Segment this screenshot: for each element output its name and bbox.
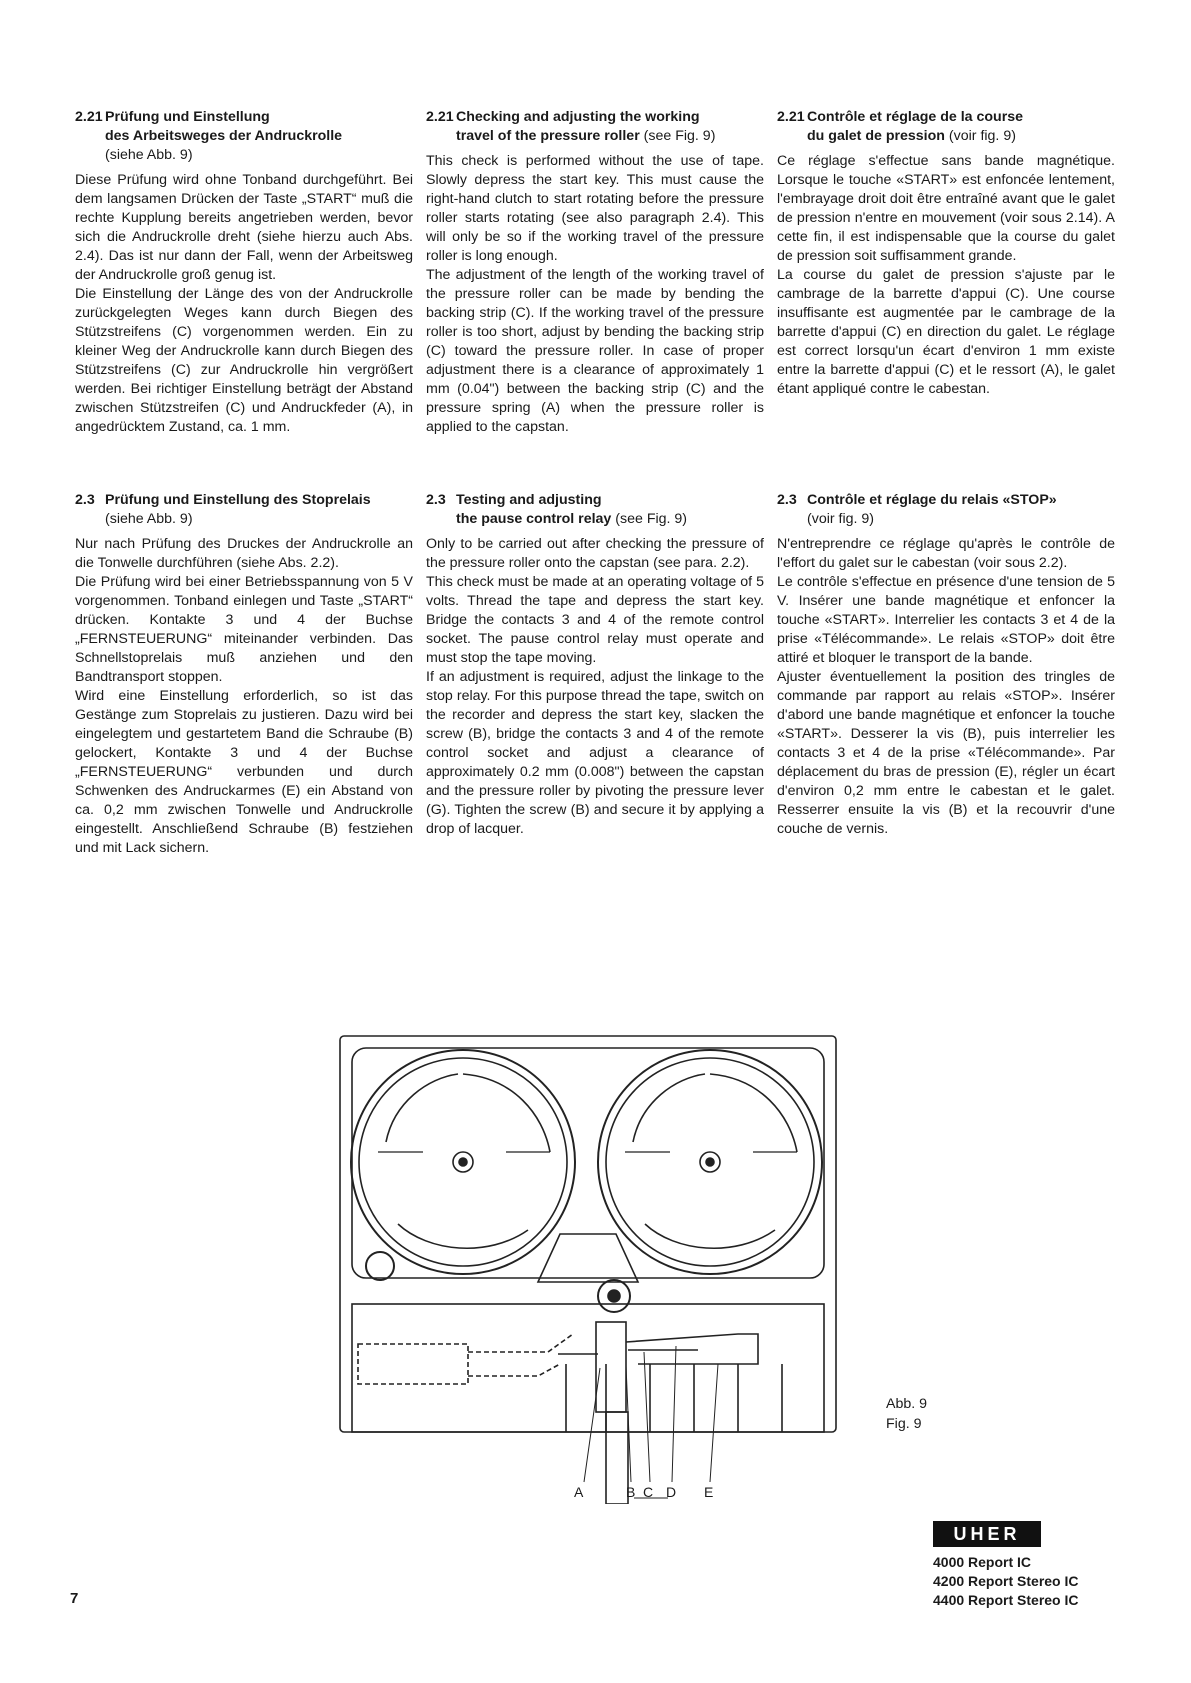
paragraph: La course du galet de pression s'ajuste par le cambrage de la barrette d'appui (C). Une course insuffisante est augmentée par le cambrage de la barrette d'appui (C) en direction du galet. Le réglage est correct lorsqu'un écart d'environ 1 mm existe entre la barrette d'appui (C) et le ressort (A), le galet étant appliqué contre le cabestan.	[777, 267, 1115, 397]
label-b: B	[626, 1484, 636, 1500]
paragraph: Nur nach Prüfung des Druckes der Andruckrolle an die Tonwelle durchführen (siehe Abs. 2.2).	[75, 536, 413, 571]
french-section-2-3	[777, 491, 1115, 839]
section-number: 2.21	[426, 109, 454, 125]
english-section-2-3	[426, 491, 764, 839]
paragraph: N'entreprendre ce réglage qu'après le contrôle de l'effort du galet sur le cabestan (voir sous 2.2).	[777, 536, 1115, 571]
model-item: 4200 Report Stereo IC	[933, 1573, 1079, 1589]
model-item: 4400 Report Stereo IC	[933, 1592, 1079, 1608]
paragraph: Only to be carried out after checking the pressure of the pressure roller onto the capstan (see para. 2.2).	[426, 536, 764, 571]
label-e: E	[704, 1484, 714, 1500]
counter-knob	[366, 1252, 394, 1280]
uher-logo: UHER	[933, 1521, 1041, 1547]
left-reel	[351, 1050, 575, 1274]
paragraph: The adjustment of the length of the working travel of the pressure roller can be made by bending the backing strip (C). If the working travel of the pressure roller is too short, adjust by bending the backing strip (C) toward the pressure roller. In case of proper adjustment there is a clearance of approximately 1 mm (0.04") between the backing strip (C) and the pressure spring (A) when the pressure roller is applied to the capstan.	[426, 267, 764, 435]
section-number: 2.3	[75, 492, 95, 508]
paragraph: This check is performed without the use of tape. Slowly depress the start key. This must cause the right-hand clutch to start rotating before the pressure roller starts rotating (see also paragraph 2.4). This will only be so if the working travel of the pressure roller is long enough.	[426, 153, 764, 264]
pressure-lever	[596, 1322, 626, 1412]
backing-strip	[626, 1334, 758, 1364]
paragraph: If an adjustment is required, adjust the linkage to the stop relay. For this purpose thread the tape, switch on the recorder and depress the start key, slacken the screw (B), bridge the contacts 3 and 4 of the remote control socket and adjust a clearance of approximately 0.2 mm (0.008") between the capstan and the pressure roller by pivoting the pressure lever (G). Tighten the screw (B) and secure it by applying a drop of lacquer.	[426, 669, 764, 837]
french-section-2-21	[777, 108, 1115, 399]
section-title-line2: the pause control relay	[456, 511, 612, 527]
paragraph: Ajuster éventuellement la position des tringles de commande par rapport au relais «STOP». Insérer d'abord une bande magnétique et enfoncer la touche «START». Desserer la vis (B), puis interrelier les contacts 3 et 4 de la prise «Télécommande». Par déplacement du bras de pression (E), régler un écart d'environ 0,2 mm entre le cabestan et le galet. Resserrer ensuite la vis (B) et la recouvrir d'une couche de vernis.	[777, 669, 1115, 837]
figure-reference: (siehe Abb. 9)	[105, 147, 193, 163]
section-title: Prüfung und Einstellung	[105, 109, 270, 125]
paragraph: Die Prüfung wird bei einer Betriebsspannung von 5 V vorgenommen. Tonband einlegen und Taste „START“ drücken. Kontakte 3 und 4 der Buchse „FERNSTEUERUNG“ miteinander verbinden. Das Schnellstoprelais muß anziehen und den Bandtransport stoppen.	[75, 574, 413, 685]
relay-outline	[358, 1344, 468, 1384]
figure-reference: (voir fig. 9)	[807, 511, 875, 527]
model-list	[933, 1553, 1079, 1610]
head-cover	[538, 1234, 638, 1282]
tape-recorder-diagram	[338, 1034, 838, 1504]
deck-panel	[352, 1048, 824, 1278]
figure-caption	[886, 1394, 927, 1434]
caption-german: Abb. 9	[886, 1396, 928, 1412]
label-c: C	[643, 1484, 654, 1500]
section-title-line2: des Arbeitsweges der Andruckrolle	[105, 128, 343, 144]
english-section-2-21	[426, 108, 764, 437]
section-number: 2.21	[777, 109, 805, 125]
paragraph: Ce réglage s'effectue sans bande magnétique. Lorsque le touche «START» est enfoncée lentement, l'embrayage droit doit être entraîné avant que le galet de pression n'entre en mouvement (voir sous 2.14). A cette fin, il est indispensable que la course du galet de pression soit suffisamment grande.	[777, 153, 1115, 264]
section-title: Prüfung und Einstellung des Stoprelais	[105, 492, 371, 508]
paragraph: Diese Prüfung wird ohne Tonband durchgeführt. Bei dem langsamen Drücken der Taste „START“ muß die rechte Kupplung bereits angetrieben werden, bevor sich die Andruckrolle dreht (siehe hierzu auch Abs. 2.4). Das ist nur dann der Fall, wenn der Arbeitsweg der Andruckrolle groß genug ist.	[75, 172, 413, 283]
paragraph: This check must be made at an operating voltage of 5 volts. Thread the tape and depress the start key. Bridge the contacts 3 and 4 of the remote control socket. The pause control relay must operate and must stop the tape moving.	[426, 574, 764, 666]
figure-reference: (siehe Abb. 9)	[105, 511, 193, 527]
model-item: 4000 Report IC	[933, 1554, 1032, 1570]
section-number: 2.21	[75, 109, 103, 125]
figure-reference: (see Fig. 9)	[615, 511, 688, 527]
paragraph: Le contrôle s'effectue en présence d'une tension de 5 V. Insérer une bande magnétique et enfoncer la touche «START». Interrelier les contacts 3 et 4 de la prise «Télécommande». Le relais «STOP» doit être attiré et bloquer le transport de la bande.	[777, 574, 1115, 666]
section-title: Contrôle et réglage du relais «STOP»	[807, 492, 1057, 508]
section-title: Testing and adjusting	[456, 492, 602, 508]
mechanism-area	[352, 1304, 824, 1432]
section-title: Checking and adjusting the working	[456, 109, 700, 125]
label-d: D	[666, 1484, 677, 1500]
section-title: Contrôle et réglage de la course	[807, 109, 1024, 125]
caption-english: Fig. 9	[886, 1416, 922, 1432]
section-title-line2: travel of the pressure roller	[456, 128, 640, 144]
label-a: A	[574, 1484, 584, 1500]
figure-reference: (see Fig. 9)	[643, 128, 716, 144]
section-title-line2: du galet de pression	[807, 128, 945, 144]
page-number: 7	[70, 1590, 79, 1607]
german-section-2-3	[75, 491, 413, 858]
figure-reference: (voir fig. 9)	[948, 128, 1016, 144]
section-number: 2.3	[777, 492, 797, 508]
paragraph: Die Einstellung der Länge des von der Andruckrolle zurückgelegten Weges kann durch Biegen des Stützstreifens (C) vorgenommen werden. Ein zu kleiner Weg der Andruckrolle kann durch Biegen des Stützstreifens (C) zur Andruckrolle hin vergrößert werden. Bei richtiger Einstellung beträgt der Abstand zwischen Stützstreifen (C) und Andruckfeder (A), in angedrücktem Zustand, ca. 1 mm.	[75, 286, 413, 435]
paragraph: Wird eine Einstellung erforderlich, so ist das Gestänge zum Stoprelais zu justieren. Dazu wird bei eingelegtem und gestartetem Band die Schraube (B) gelockert, Kontakte 3 und 4 der Buchse „FERNSTEUERUNG“ verbunden und durch Schwenken des Andruckarmes (E) ein Abstand von ca. 0,2 mm zwischen Tonwelle und Andruckrolle eingestellt. Anschließend Schraube (B) festziehen und mit Lack sichern.	[75, 688, 413, 856]
german-section-2-21	[75, 108, 413, 437]
right-reel	[598, 1050, 822, 1274]
stop-key	[606, 1412, 628, 1504]
section-number: 2.3	[426, 492, 446, 508]
